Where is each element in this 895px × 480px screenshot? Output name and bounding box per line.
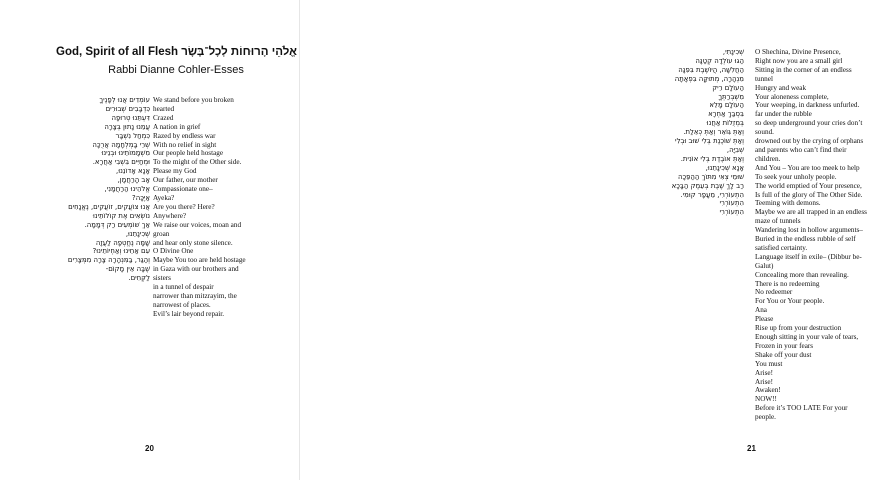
left-hebrew-line: כִּמְחַל נִשְׁבָּר	[115, 131, 150, 140]
left-hebrew-line: מִשְׁמָמוֹתֵינוּ וּבְנֵינוּ	[101, 149, 150, 158]
right-english-line: Galut)	[755, 261, 774, 270]
left-english-line: in a tunnel of despair	[153, 283, 214, 292]
left-hebrew-line: שֶׁבָּה אֵין מָקוֹם-	[105, 265, 150, 274]
right-hebrew-line: וְאַתְּ גִּוֹאֵר וְאַתְּ כְּאֵלַת.	[683, 128, 744, 137]
right-english-line: Language itself in exile– (Dibbur be-	[755, 252, 862, 261]
right-english-line: The world emptied of Your presence,	[755, 181, 862, 190]
left-hebrew-line: עִם אַחֵינוּ וְאַחְיוֹתֵינוּ?	[92, 247, 150, 256]
left-hebrew-line: אַךְ שׁוֹמְעִים רַק דְּמָמָה.	[84, 220, 150, 229]
right-english-line: Right now you are a small girl	[755, 56, 843, 65]
left-english-line: narrowest of places.	[153, 300, 211, 309]
right-english-line: and parents who can’t find their	[755, 145, 847, 154]
right-english-column	[755, 48, 895, 422]
left-english-line: With no relief in sight	[153, 140, 217, 149]
right-english-line: Hungry and weak	[755, 83, 807, 92]
left-hebrew-line: אֱלֹהֵינוּ הַרַחֲמָנִי,	[104, 185, 150, 194]
right-english-line: Sitting in the corner of an endless	[755, 65, 852, 74]
right-english-line: children.	[755, 154, 781, 163]
left-english-line: Compassionate one–	[153, 185, 213, 194]
right-hebrew-column	[672, 48, 744, 217]
left-english-line: Anywhere?	[153, 211, 187, 220]
right-hebrew-line: מִשְׁבְּרַתְּךָ	[718, 92, 744, 101]
right-english-line: No redeemer	[755, 288, 793, 297]
right-english-line: Enough sitting in your vale of tears,	[755, 333, 859, 341]
left-hebrew-line: לַקְּחִים.	[128, 274, 150, 283]
left-english-line: Our people held hostage	[153, 149, 224, 158]
right-english-line: Shake off your dust	[755, 350, 812, 359]
right-page	[300, 0, 867, 480]
left-english-line: Maybe You too are held hostage	[153, 256, 246, 265]
right-hebrew-line: מִנְהָרָה, מְתוּקָּה בִּפְאָתָה	[674, 74, 744, 83]
right-english-line: Buried in the endless rubble of self	[755, 235, 856, 244]
left-hebrew-line: וּמְחַיִּים בִּשְׁבִי אַחֲרָא.	[92, 158, 150, 167]
right-english-line: satisfied certainty.	[755, 243, 808, 252]
poem-title	[56, 46, 296, 59]
left-page	[0, 0, 300, 480]
left-english-line: Are you there? Here?	[153, 202, 215, 211]
left-english-line: Crazed	[153, 113, 174, 122]
right-hebrew-line: הַעוֹלָם רֵיק	[712, 83, 744, 92]
right-english-line: so deep underground your cries don’t	[755, 119, 863, 128]
left-english-line: Razed by endless war	[153, 131, 216, 140]
right-english-line: Frozen in your fears	[755, 341, 814, 350]
left-english-line: Our father, our mother	[153, 176, 218, 185]
right-english-line: far under the rubble	[755, 110, 812, 119]
right-english-line: Your aloneness complete,	[755, 92, 829, 101]
left-hebrew-line: שְׁכִינָתֵנוּ,	[125, 229, 150, 238]
right-english-line: drowned out by the crying of orphans	[755, 137, 864, 146]
page-number-right: 21	[747, 444, 756, 453]
right-hebrew-line: וְאַתְּ אוֹבֶדֶת בְּלִי אוֹנִית.	[680, 154, 744, 163]
page-number-left: 20	[145, 444, 154, 453]
left-english-line: A nation in grief	[153, 122, 201, 131]
right-english-line: tunnel	[755, 74, 773, 83]
right-hebrew-line: הַעוֹלָם מָלֵא	[709, 101, 744, 110]
right-english-line: Concealing more than revealing.	[755, 270, 849, 279]
left-hebrew-line: דִּעְתֵּנוּ טְרוּפָה	[111, 113, 150, 122]
left-hebrew-column	[67, 96, 150, 283]
right-english-line: Wandering lost in hollow arguments–	[755, 226, 863, 235]
left-english-line: groan	[153, 229, 170, 238]
left-hebrew-line: אֲנוּ צוֹעֲקִים, זוֹעֲקִים, נֶאֱנָחִים	[68, 202, 150, 211]
right-english-line: And You – You are too meek to help	[755, 163, 860, 172]
right-english-line: Ana	[755, 306, 767, 315]
right-hebrew-line: שְׁבִיָּה,	[726, 145, 744, 154]
poem-author: Rabbi Dianne Cohler-Esses	[108, 64, 244, 76]
right-english-line: Before it’s TOO LATE For your	[755, 404, 848, 413]
right-hebrew-line: אָנָא שְׁכִינָתֵנוּ,	[705, 163, 744, 172]
left-english-line: sisters	[153, 274, 171, 283]
right-english-line: Teeming with demons.	[755, 199, 821, 208]
right-hebrew-line: שְׁכִינָתִי,	[722, 48, 744, 56]
left-hebrew-line: אָנָא אָדוֹנֵנוּ,	[116, 167, 150, 176]
right-english-line: Awaken!	[755, 386, 781, 395]
right-english-line: There is no redeeming	[755, 279, 820, 288]
left-hebrew-line: נוֹשְׂאִים אֶת קוֹלוֹתֵינוּ	[92, 211, 150, 220]
right-hebrew-line: שׁוּמֵי צְאִי מִתּוֹךְ הַהַפֵּכָה	[677, 172, 744, 181]
right-hebrew-line: בִּסְבַּךְ אַחְרָא	[708, 110, 744, 119]
right-hebrew-line: הִתְעוֹרְרִי, מֵעָפָר קוּמִי.	[680, 190, 744, 199]
left-english-line: O Divine One	[153, 247, 194, 256]
right-hebrew-line: הִתְעוֹרְרִי	[719, 208, 744, 217]
right-english-line: Is full of the glory of The Other Side.	[755, 190, 863, 199]
left-hebrew-line: עֲמֵנוּ נָתוּן בְּצָרָה	[104, 122, 150, 131]
left-english-line: in Gaza with our brothers and	[153, 265, 239, 274]
left-hebrew-line: אָב הָרַחֲמָן,	[117, 176, 150, 185]
left-hebrew-line: עוֹמְדִים אֲנוּ לְפָנֶיךָ	[99, 96, 150, 104]
left-english-line: To the might of the Other side.	[153, 158, 242, 167]
left-english-line: Ayeka?	[153, 193, 175, 202]
left-english-line: hearted	[153, 104, 175, 113]
right-english-line: people.	[755, 413, 776, 422]
right-english-line: O Shechina, Divine Presence,	[755, 48, 841, 56]
right-english-line: sound.	[755, 128, 774, 137]
right-english-line: Maybe we are all trapped in an endless	[755, 208, 867, 217]
right-english-line: NOW!!	[755, 395, 777, 404]
left-hebrew-line: וְהַגַּר, בַּמִּנְהָרָה צָרָה מִמְּצָרִים	[67, 256, 150, 265]
left-hebrew-line: שָׁמָּה נֶחֱטְפָה לַעֲזָה	[95, 238, 150, 247]
left-english-line: We raise our voices, moan and	[153, 220, 242, 229]
right-english-line: To seek your unholy people.	[755, 172, 837, 181]
left-hebrew-line: אַיֶּכָּה?	[132, 193, 150, 202]
right-english-line: Your weeping, in darkness unfurled.	[755, 101, 860, 110]
left-english-line: narrower than mitzrayim, the	[153, 291, 237, 300]
right-hebrew-line: רַב לָךְ שֶׁבֶת בְּעֵמֶק הַבָּכָא	[671, 181, 744, 190]
right-english-line: Arise!	[755, 368, 773, 377]
poem-title-hebrew: אֱלֹהֵי הָרוּחוֹת לְכָל־בָּשָׂר	[181, 46, 297, 58]
right-english-line: Arise!	[755, 377, 773, 386]
left-hebrew-line: כִּדְבָּבִים שְׁבוּרִים	[105, 104, 150, 113]
left-english-column	[153, 96, 293, 319]
right-english-line: Rise up from your destruction	[755, 324, 842, 333]
right-english-line: maze of tunnels	[755, 217, 801, 226]
right-hebrew-line: הַחֲלִשָּׁה, הֲיוֹשֶׁבֶת בִּפִּנָּה	[678, 65, 744, 74]
poem-title-english: God, Spirit of all Flesh	[56, 46, 179, 58]
left-english-line: Evil’s lair beyond repair.	[153, 309, 225, 318]
left-english-line: and hear only stone silence.	[153, 238, 233, 247]
right-hebrew-line: הִתְעוֹרְרִי	[719, 199, 744, 208]
right-english-line: Please	[755, 315, 774, 324]
right-hebrew-line: וְאַתְּ שׁוֹכֶנֶת בְּלִי שׁוּב וּבְלִי	[675, 137, 744, 146]
right-hebrew-line: בְּמְזֻלוֹת אַחֲנוּ	[706, 119, 744, 128]
left-hebrew-line: שְׁרֵי בָּמְלְחָמָה אֲרֻכָּה	[92, 140, 150, 149]
right-hebrew-line: הַגּוּ עוֹלְדָה קְטַנָּה	[695, 56, 744, 65]
left-english-line: We stand before you broken	[153, 96, 234, 104]
right-english-line: For You or Your people.	[755, 297, 825, 306]
right-english-line: You must	[755, 359, 783, 368]
left-english-line: Please my God	[153, 167, 197, 176]
